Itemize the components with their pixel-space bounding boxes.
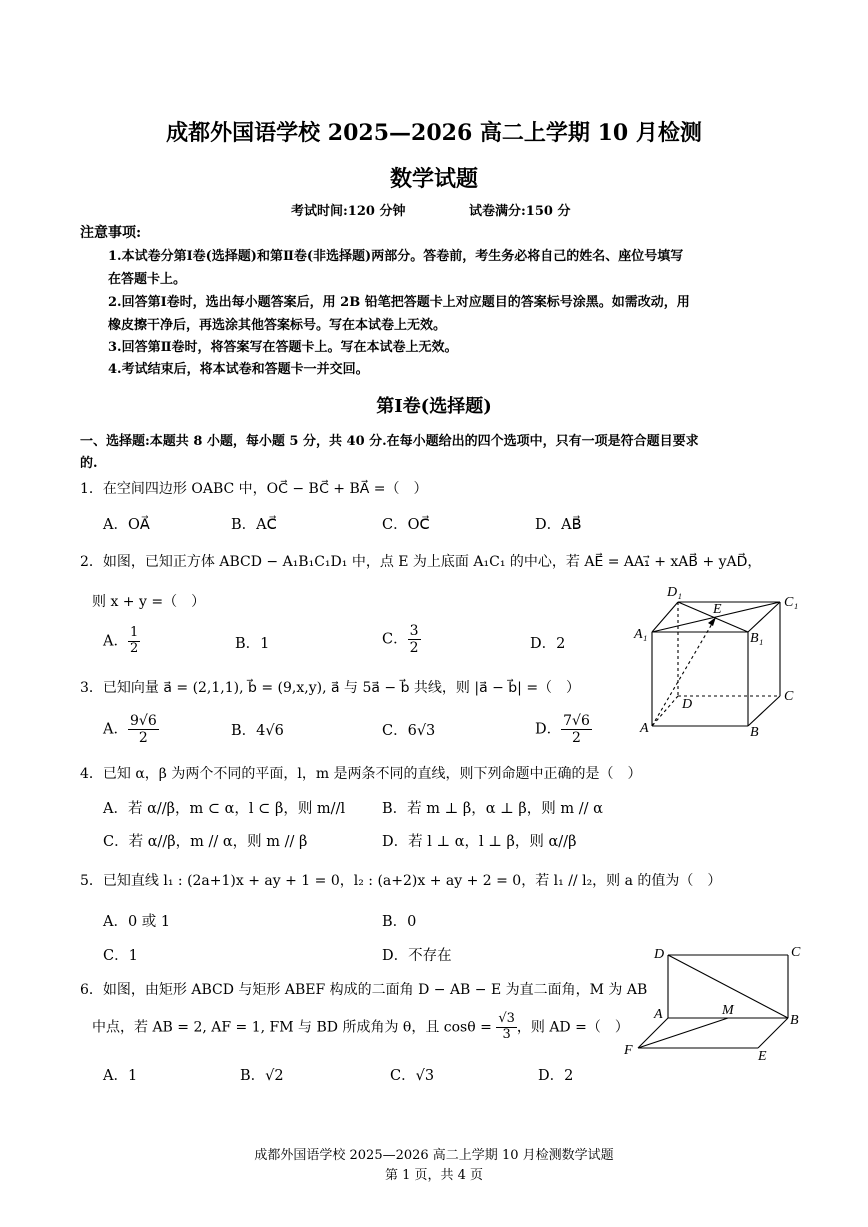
question-5-option-c[interactable]: C．1 — [103, 948, 138, 964]
frac-den: 3 — [502, 1026, 511, 1042]
page-title: 成都外国语学校 2025—2026 高二上学期 10 月检测 — [166, 120, 702, 146]
question-3-option-d[interactable] — [535, 713, 592, 746]
dihedral-figure — [618, 940, 818, 1065]
option-label: A． — [103, 633, 128, 650]
stem-text: 中点，若 AB = 2, AF = 1, FM 与 BD 所成角为 θ，且 cosθ = — [92, 1019, 497, 1036]
question-6-stem: 6．如图，由矩形 ABCD 与矩形 ABEF 构成的二面角 D − AB − E 为直二面角，M 为 AB — [80, 982, 648, 998]
option-label: D． — [535, 721, 562, 738]
question-1-option-c[interactable]: C．OC⃗ — [382, 517, 430, 533]
question-4-option-c[interactable]: C．若 α//β，m // α，则 m // β — [103, 834, 308, 850]
question-5-option-b[interactable]: B．0 — [382, 914, 417, 930]
full-score: 试卷满分:150 分 — [469, 204, 571, 219]
label-c: C — [791, 945, 801, 960]
page-subtitle: 数学试题 — [389, 166, 478, 192]
notice-item-2: 2.回答第Ⅰ卷时，选出每小题答案后，用 2B 铅笔把答题卡上对应题目的答案标号涂黑。如需改动，用 — [108, 295, 690, 310]
question-3-stem: 3．已知向量 a⃗ = (2,1,1), b⃗ = (9,x,y), a⃗ 与 5a⃗ − b⃗ 共线，则 |a⃗ − b⃗| =（ ） — [80, 680, 581, 696]
question-4-option-a[interactable]: A．若 α//β，m ⊂ α，l ⊂ β，则 m//l — [103, 801, 346, 817]
page-number: 第 1 页，共 4 页 — [384, 1168, 484, 1183]
option-label: C． — [382, 631, 408, 648]
question-1-option-a[interactable]: A．OA⃗ — [103, 517, 150, 533]
label-a1: A₁ — [634, 627, 648, 642]
question-3-option-a[interactable] — [103, 713, 159, 746]
frac-num: 9√6 — [129, 713, 157, 729]
label-d: D — [654, 947, 665, 962]
label-e: E — [758, 1049, 767, 1064]
label-a: A — [654, 1007, 663, 1022]
option-label: A． — [103, 721, 128, 738]
question-1-stem: 1．在空间四边形 OABC 中，OC⃗ − BC⃗ + BA⃗ =（ ） — [80, 481, 428, 497]
exam-time: 考试时间:120 分钟 — [291, 204, 406, 219]
part-heading-cont: 的. — [80, 456, 98, 471]
notice-item-1: 1.本试卷分第Ⅰ卷(选择题)和第Ⅱ卷(非选择题)两部分。答卷前，考生务必将自己的姓名、座位号填写 — [108, 249, 684, 264]
question-4-option-b[interactable]: B．若 m ⊥ β，α ⊥ β，则 m // α — [382, 801, 603, 817]
question-6-stem-cont — [92, 1012, 629, 1043]
part-heading: 一、选择题:本题共 8 小题，每小题 5 分，共 40 分.在每小题给出的四个选项中，只有一项是符合题目要求 — [80, 434, 699, 449]
question-5-option-d[interactable]: D．不存在 — [382, 948, 452, 964]
question-5-option-a[interactable]: A．0 或 1 — [103, 914, 171, 930]
frac-den: 2 — [572, 730, 581, 747]
notice-item-2-cont: 橡皮擦干净后，再选涂其他答案标号。写在本试卷上无效。 — [108, 318, 447, 333]
question-6-option-a[interactable]: A．1 — [103, 1068, 138, 1084]
question-5-stem: 5．已知直线 l₁ : (2a+1)x + ay + 1 = 0，l₂ : (a+2)x + ay + 2 = 0，若 l₁ // l₂，则 a 的值为（ ） — [80, 873, 722, 889]
question-2-option-b[interactable]: B．1 — [235, 636, 270, 652]
frac-den: 2 — [129, 640, 139, 656]
frac-num: √3 — [498, 1011, 515, 1026]
label-f: F — [624, 1043, 633, 1058]
label-d: D — [682, 697, 693, 712]
question-2-option-d[interactable]: D．2 — [530, 636, 566, 652]
question-2-stem: 2．如图，已知正方体 ABCD − A₁B₁C₁D₁ 中，点 E 为上底面 A₁C₁ 的中心，若 AE⃗ = AA₁⃗ + xAB⃗ + yAD⃗， — [80, 554, 762, 570]
question-2-option-c[interactable] — [382, 623, 421, 656]
cube-figure — [620, 580, 820, 750]
footer-title: 成都外国语学校 2025—2026 高二上学期 10 月检测数学试题 — [254, 1148, 614, 1163]
label-b: B — [790, 1013, 799, 1028]
label-e: E — [713, 602, 722, 617]
question-2-stem-cont: 则 x + y =（ ） — [92, 594, 206, 610]
question-6-option-b[interactable]: B．√2 — [240, 1068, 284, 1084]
label-b: B — [750, 725, 759, 740]
question-2-option-a[interactable] — [103, 626, 140, 657]
label-d1: D₁ — [667, 585, 682, 600]
frac-num: 7√6 — [563, 713, 590, 729]
stem-text: ，则 AD =（ ） — [516, 1019, 629, 1036]
frac-den: 2 — [409, 640, 419, 657]
label-c1: C₁ — [784, 595, 799, 610]
notice-item-3: 3.回答第Ⅱ卷时，将答案写在答题卡上。写在本试卷上无效。 — [108, 340, 458, 355]
question-4-stem: 4．已知 α，β 为两个不同的平面，l，m 是两条不同的直线，则下列命题中正确的是（ ） — [80, 766, 642, 782]
frac-den: 2 — [138, 730, 148, 747]
question-1-option-b[interactable]: B．AC⃗ — [231, 517, 277, 533]
question-6-option-d[interactable]: D．2 — [538, 1068, 574, 1084]
label-c: C — [784, 689, 794, 704]
label-b1: B₁ — [750, 631, 764, 646]
question-3-option-c[interactable]: C．6√3 — [382, 723, 436, 739]
notice-item-1-cont: 在答题卡上。 — [108, 272, 187, 287]
question-6-option-c[interactable]: C．√3 — [390, 1068, 435, 1084]
question-4-option-d[interactable]: D．若 l ⊥ α，l ⊥ β，则 α//β — [382, 834, 577, 850]
notice-heading: 注意事项: — [80, 225, 142, 241]
question-3-option-b[interactable]: B．4√6 — [231, 723, 284, 739]
section-title: 第Ⅰ卷(选择题) — [376, 396, 492, 417]
notice-item-4: 4.考试结束后，将本试卷和答题卡一并交回。 — [108, 362, 369, 377]
frac-num: 3 — [409, 623, 419, 639]
question-1-option-d[interactable]: D．AB⃗ — [535, 517, 582, 533]
label-a: A — [640, 721, 649, 736]
label-m: M — [722, 1003, 734, 1018]
frac-num: 1 — [129, 625, 139, 640]
